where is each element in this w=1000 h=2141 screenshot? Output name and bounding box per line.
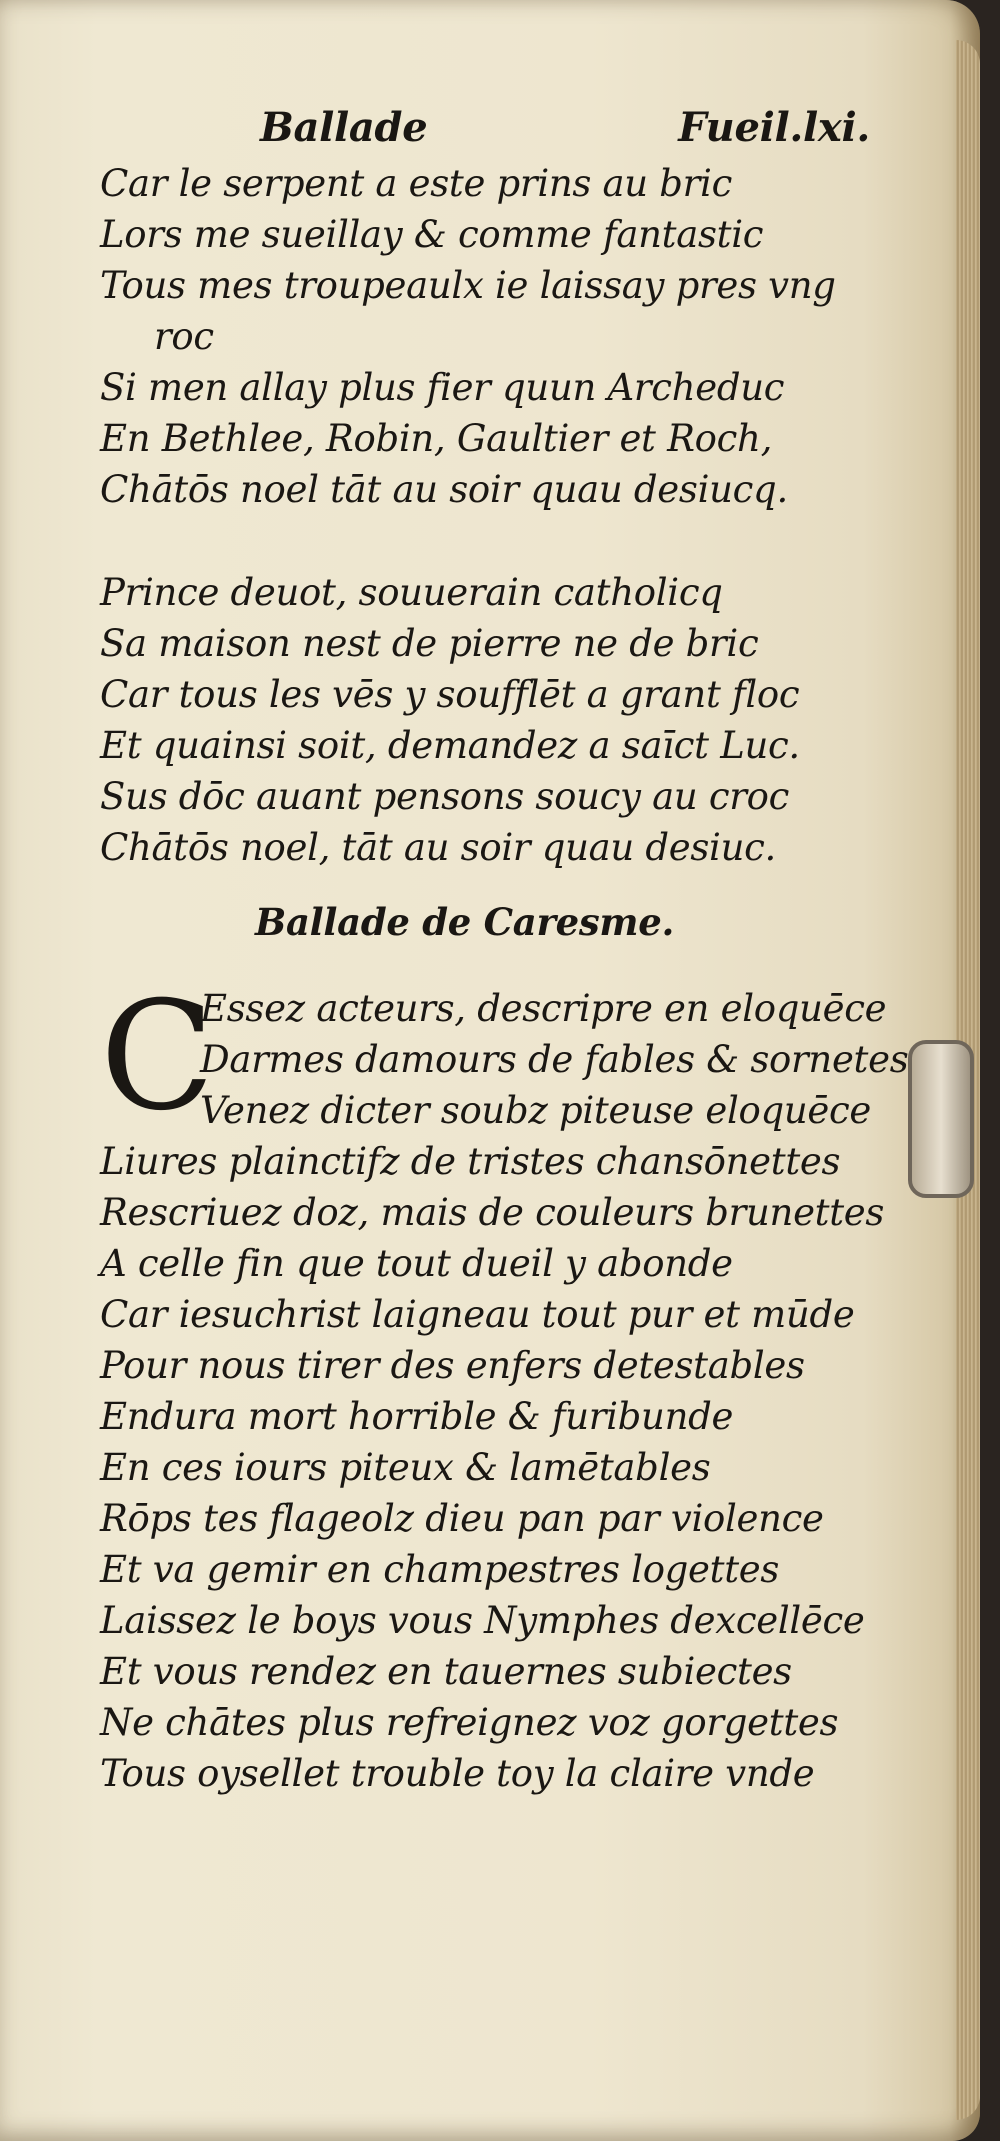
verse-line: Laissez le boys vous Nymphes dexcellēce (100, 1599, 865, 1642)
verse-line: Darmes damours de fables & sornetes (200, 1038, 909, 1081)
verse-line: Essez acteurs, descripre en eloquēce (200, 987, 887, 1030)
verse-line: Pour nous tirer des enfers detestables (100, 1344, 805, 1387)
verse-line: A celle fin que tout dueil y abonde (100, 1242, 733, 1285)
header-title: Ballade (260, 104, 428, 151)
folio-number: Fueil.lxi. (678, 104, 870, 151)
verse-line: Tous mes troupeaulx ie laissay pres vng (100, 264, 836, 307)
verse-line: Rescriuez doz, mais de couleurs brunettes (100, 1191, 885, 1234)
verse-line: En Bethlee, Robin, Gaultier et Roch, (100, 417, 773, 460)
verse-line: Sa maison nest de pierre ne de bric (100, 622, 759, 665)
verse-line: Liures plainctifz de tristes chansōnettes (100, 1140, 841, 1183)
verse-line: Tous oysellet trouble toy la claire vnde (100, 1752, 815, 1795)
verse-line: Si men allay plus fier quun Archeduc (100, 366, 785, 409)
verse-line: Et va gemir en champestres logettes (100, 1548, 780, 1591)
refrain-line: Chātōs noel, tāt au soir quau desiuc. (100, 826, 776, 869)
verse-line: Ne chātes plus refreignez voz gorgettes (100, 1701, 839, 1744)
verse-line-continuation: roc (154, 315, 214, 358)
page-text (100, 98, 909, 1799)
envoi-stanza (100, 567, 880, 873)
verse-line: Endura mort horrible & furibunde (100, 1395, 734, 1438)
verse-line: Car iesuchrist laigneau tout pur et mūde (100, 1293, 855, 1336)
book-clasp (908, 1040, 974, 1198)
ballade-title: Ballade de Caresme. (255, 900, 675, 944)
drop-cap: C (100, 970, 215, 1144)
stanza-gap (100, 515, 880, 567)
verse-line: Lors me sueillay & comme fantastic (100, 213, 764, 256)
refrain-line: Chātōs noel tāt au soir quau desiucq. (100, 468, 788, 511)
verse-line: Rōps tes flageolz dieu pan par violence (100, 1497, 824, 1540)
stanza-1 (100, 158, 880, 515)
verse-line: Car tous les vēs y soufflēt a grant floc (100, 673, 800, 716)
verse-line: Car le serpent a este prins au bric (100, 162, 733, 205)
verse-line: Sus dōc auant pensons soucy au croc (100, 775, 790, 818)
verse-line: Et quainsi soit, demandez a saīct Luc. (100, 724, 800, 767)
verse-line: Venez dicter soubz piteuse eloquēce (200, 1089, 871, 1132)
verse-line: Prince deuot, souuerain catholicq (100, 571, 723, 614)
ballade-caresme-body (100, 1136, 885, 1799)
verse-line: Et vous rendez en tauernes subiectes (100, 1650, 792, 1693)
verse-line: En ces iours piteux & lamētables (100, 1446, 711, 1489)
ballade-caresme-stanza (100, 970, 909, 1144)
running-header (100, 98, 880, 158)
